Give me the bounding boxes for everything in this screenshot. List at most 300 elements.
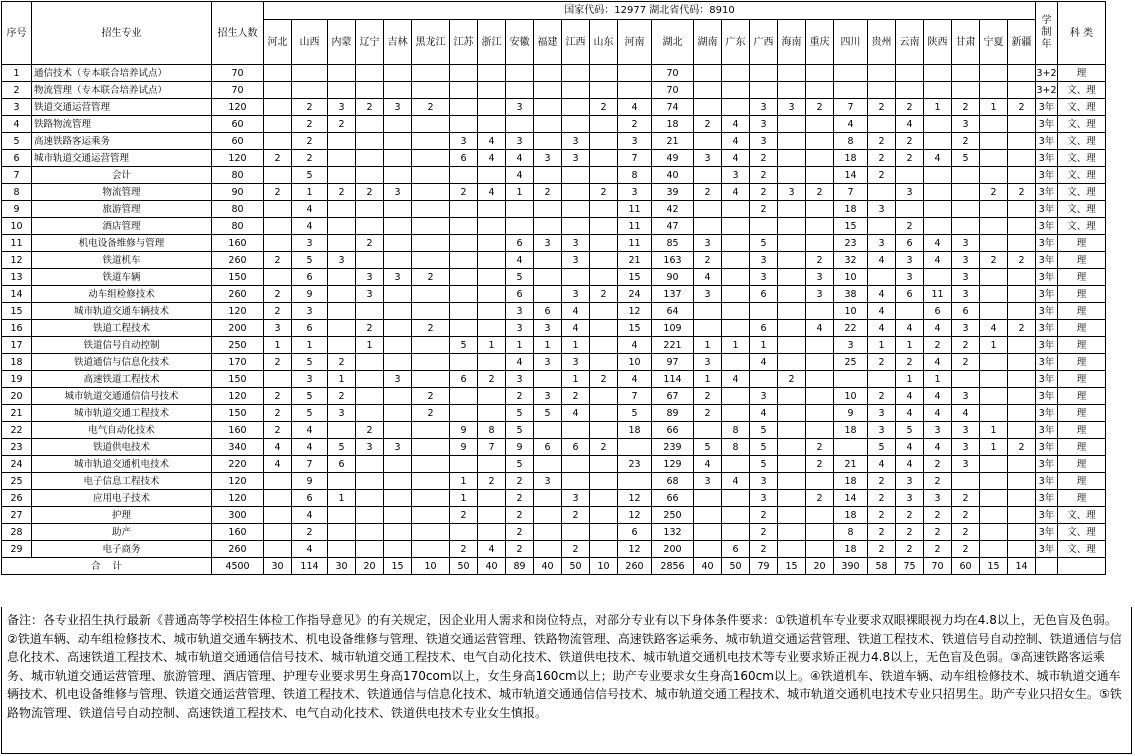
row-province-count — [980, 269, 1008, 286]
row-province-count — [534, 133, 562, 150]
row-province-count — [590, 507, 618, 524]
row-province-count: 2 — [506, 388, 534, 405]
row-major-name: 物流管理（专本联合培养试点） — [32, 82, 212, 99]
row-category: 理 — [1058, 252, 1106, 269]
row-province-count: 4 — [924, 354, 952, 371]
row-province-count: 3 — [896, 269, 924, 286]
row-province-count — [534, 167, 562, 184]
row-province-count: 7 — [834, 184, 868, 201]
row-province-count: 3 — [534, 388, 562, 405]
row-province-count: 4 — [896, 456, 924, 473]
row-province-count — [1008, 133, 1036, 150]
row-province-count: 5 — [292, 388, 328, 405]
row-province-count — [896, 167, 924, 184]
row-province-count — [562, 456, 590, 473]
row-province-count — [412, 235, 450, 252]
row-province-count: 32 — [834, 252, 868, 269]
row-province-count — [356, 201, 384, 218]
row-province-count — [506, 82, 534, 99]
row-province-count: 15 — [618, 269, 652, 286]
row-province-count — [896, 303, 924, 320]
row-province-count — [590, 524, 618, 541]
row-province-count — [450, 269, 478, 286]
totals-province-count: 40 — [534, 558, 562, 575]
row-province-count: 18 — [834, 422, 868, 439]
row-province-count: 2 — [924, 524, 952, 541]
row-province-count — [590, 405, 618, 422]
row-province-count: 4 — [924, 439, 952, 456]
header-province: 安徽 — [506, 20, 534, 65]
row-province-count — [562, 99, 590, 116]
row-province-count: 2 — [264, 354, 292, 371]
row-province-count — [896, 201, 924, 218]
row-province-count: 4 — [868, 303, 896, 320]
row-province-count: 2 — [264, 422, 292, 439]
row-province-count — [590, 133, 618, 150]
row-province-count: 2 — [292, 524, 328, 541]
row-province-count — [618, 439, 652, 456]
row-province-count: 4 — [868, 456, 896, 473]
row-province-count: 4 — [722, 133, 750, 150]
row-province-count: 1 — [506, 184, 534, 201]
row-length: 3年 — [1036, 320, 1058, 337]
row-province-count — [534, 286, 562, 303]
row-category: 理 — [1058, 405, 1106, 422]
row-province-count: 1 — [980, 439, 1008, 456]
row-province-count: 2 — [292, 150, 328, 167]
row-province-count: 3 — [328, 405, 356, 422]
row-province-count: 1 — [478, 337, 506, 354]
row-province-count: 2 — [506, 524, 534, 541]
row-length: 3年 — [1036, 252, 1058, 269]
row-province-count: 5 — [896, 422, 924, 439]
table-row — [2, 150, 1106, 167]
row-province-count: 4 — [924, 405, 952, 422]
row-province-count — [806, 235, 834, 252]
row-province-count: 2 — [952, 337, 980, 354]
row-seq: 11 — [2, 235, 32, 252]
row-province-count — [1008, 473, 1036, 490]
row-province-count: 9 — [834, 405, 868, 422]
header-province: 河南 — [618, 20, 652, 65]
row-province-count — [384, 303, 412, 320]
row-province-count: 3 — [952, 269, 980, 286]
row-province-count — [562, 201, 590, 218]
notes-remarks: 备注：各专业招生执行最新《普通高等学校招生体检工作指导意见》的有关规定，因企业用人需求和岗位特点，对部分专业有以下身体条件要求：①铁道机车专业要求双眼裸眼视力均在4.8以上，无色盲及色弱。②铁道车辆、动车组检修技术、城市轨道交通车辆技术、机电设备维修与管理、铁道交通运营管理、铁路物流管理、高速铁路客运乘务、城市轨道交通运营管理、铁道工程技术、铁道信号自动控制、铁道通信与信息化技术、高速铁道工程技术、城市轨道交通通信信号技术、城市轨道交通工程技术、电气自动化技术、铁道供电技术、城市轨道交通机电技术等专业要求矫正视力4.8以上，无色盲及色弱。③高速铁路客运乘务、城市轨道交通运营管理、旅游管理、酒店管理、护理专业要求男生身高170com以上，女生身高160cm以上；助产专业要求女生身高160cm以上。④铁道机车、铁道车辆、动车组检修技术、城市轨道交通车辆技术、机电设备维修与管理、铁道交通运营管理、铁道工程技术、铁道通信与信息化技术、城市轨道交通通信信号技术、城市轨道交通工程技术、城市轨道交通机电技术专业只招男生。助产专业只招女生。⑤铁路物流管理、铁道信号自动控制、高速铁道工程技术、电气自动化技术、铁道供电技术专业女生慎报。 — [1, 607, 1132, 754]
row-major-name: 通信技术（专本联合培养试点） — [32, 65, 212, 82]
row-province-count — [778, 456, 806, 473]
row-province-count — [450, 116, 478, 133]
header-province: 吉林 — [384, 20, 412, 65]
row-seq: 4 — [2, 116, 32, 133]
row-province-count — [722, 320, 750, 337]
row-province-count — [450, 405, 478, 422]
row-province-count — [264, 490, 292, 507]
row-major-name: 会计 — [32, 167, 212, 184]
row-province-count: 2 — [896, 524, 924, 541]
row-province-count — [952, 371, 980, 388]
row-province-count — [506, 201, 534, 218]
row-province-count — [722, 269, 750, 286]
row-province-count — [1008, 388, 1036, 405]
row-province-count — [722, 354, 750, 371]
row-province-count — [328, 422, 356, 439]
row-province-count: 3 — [384, 99, 412, 116]
row-province-count — [264, 201, 292, 218]
row-province-count: 2 — [328, 184, 356, 201]
row-province-count: 3 — [534, 150, 562, 167]
row-province-count: 129 — [652, 456, 694, 473]
row-province-count: 2 — [868, 507, 896, 524]
row-province-count — [778, 235, 806, 252]
row-province-count — [328, 320, 356, 337]
row-seq: 6 — [2, 150, 32, 167]
row-province-count: 5 — [750, 422, 778, 439]
row-province-count — [384, 167, 412, 184]
row-province-count — [384, 405, 412, 422]
row-province-count: 3 — [952, 422, 980, 439]
row-total: 150 — [212, 405, 264, 422]
row-province-count: 67 — [652, 388, 694, 405]
row-province-count: 3 — [952, 252, 980, 269]
row-province-count — [450, 354, 478, 371]
row-province-count — [694, 422, 722, 439]
row-province-count: 2 — [924, 337, 952, 354]
row-province-count: 18 — [618, 422, 652, 439]
row-seq: 1 — [2, 65, 32, 82]
row-province-count: 2 — [292, 99, 328, 116]
totals-province-count: 30 — [328, 558, 356, 575]
row-seq: 16 — [2, 320, 32, 337]
row-province-count — [778, 354, 806, 371]
row-province-count: 1 — [292, 337, 328, 354]
row-province-count: 4 — [722, 371, 750, 388]
row-province-count: 7 — [292, 456, 328, 473]
row-province-count — [412, 201, 450, 218]
row-province-count: 4 — [292, 507, 328, 524]
row-province-count — [450, 320, 478, 337]
row-province-count: 3 — [952, 320, 980, 337]
row-province-count: 4 — [868, 252, 896, 269]
row-province-count — [412, 422, 450, 439]
row-province-count — [478, 286, 506, 303]
row-province-count: 2 — [896, 507, 924, 524]
row-province-count — [478, 303, 506, 320]
row-province-count: 3 — [806, 286, 834, 303]
row-province-count — [264, 235, 292, 252]
row-province-count — [980, 286, 1008, 303]
row-province-count: 3 — [356, 286, 384, 303]
row-province-count — [868, 116, 896, 133]
row-province-count: 11 — [618, 235, 652, 252]
row-province-count — [722, 218, 750, 235]
row-province-count: 10 — [834, 303, 868, 320]
row-length: 3年 — [1036, 371, 1058, 388]
row-major-name: 城市轨道交通车辆技术 — [32, 303, 212, 320]
row-province-count: 3 — [562, 235, 590, 252]
row-total: 170 — [212, 354, 264, 371]
row-province-count — [778, 405, 806, 422]
row-province-count — [722, 235, 750, 252]
row-category: 理 — [1058, 473, 1106, 490]
row-province-count: 2 — [292, 133, 328, 150]
row-province-count — [694, 167, 722, 184]
row-province-count — [264, 167, 292, 184]
row-length: 3年 — [1036, 235, 1058, 252]
totals-province-count: 114 — [292, 558, 328, 575]
row-province-count — [778, 65, 806, 82]
row-province-count: 3 — [750, 116, 778, 133]
row-category: 理 — [1058, 371, 1106, 388]
row-major-name: 铁道通信与信息化技术 — [32, 354, 212, 371]
row-province-count — [924, 269, 952, 286]
row-province-count — [778, 286, 806, 303]
row-province-count — [952, 82, 980, 99]
row-length: 3年 — [1036, 303, 1058, 320]
row-province-count — [412, 490, 450, 507]
row-province-count — [722, 201, 750, 218]
row-province-count — [1008, 218, 1036, 235]
row-major-name: 电子信息工程技术 — [32, 473, 212, 490]
row-province-count: 6 — [506, 286, 534, 303]
row-major-name: 城市轨道交通通信信号技术 — [32, 388, 212, 405]
row-province-count — [478, 82, 506, 99]
table-row — [2, 99, 1106, 116]
row-province-count: 7 — [834, 99, 868, 116]
row-province-count: 40 — [652, 167, 694, 184]
row-province-count — [618, 82, 652, 99]
row-province-count: 2 — [868, 167, 896, 184]
row-province-count — [534, 269, 562, 286]
row-total: 260 — [212, 252, 264, 269]
row-province-count — [356, 82, 384, 99]
row-total: 70 — [212, 65, 264, 82]
row-province-count — [924, 133, 952, 150]
table-row — [2, 405, 1106, 422]
table-row — [2, 269, 1106, 286]
row-province-count: 2 — [590, 286, 618, 303]
table-row — [2, 354, 1106, 371]
row-province-count: 3 — [264, 320, 292, 337]
row-province-count — [562, 184, 590, 201]
row-province-count — [590, 456, 618, 473]
row-province-count — [980, 116, 1008, 133]
table-row — [2, 133, 1106, 150]
row-province-count: 9 — [292, 286, 328, 303]
row-province-count — [750, 65, 778, 82]
row-province-count: 2 — [896, 541, 924, 558]
row-province-count — [534, 490, 562, 507]
table-row — [2, 303, 1106, 320]
row-province-count — [450, 235, 478, 252]
row-seq: 7 — [2, 167, 32, 184]
row-province-count: 3 — [694, 286, 722, 303]
row-province-count: 14 — [834, 490, 868, 507]
row-province-count: 64 — [652, 303, 694, 320]
row-category: 理 — [1058, 456, 1106, 473]
row-province-count: 7 — [618, 150, 652, 167]
row-province-count — [1008, 286, 1036, 303]
row-province-count — [384, 65, 412, 82]
row-province-count: 4 — [292, 439, 328, 456]
row-province-count — [562, 167, 590, 184]
row-province-count — [1008, 150, 1036, 167]
row-province-count — [534, 422, 562, 439]
row-province-count: 6 — [450, 150, 478, 167]
table-row — [2, 541, 1106, 558]
row-province-count — [806, 303, 834, 320]
row-province-count — [534, 507, 562, 524]
row-province-count: 6 — [506, 235, 534, 252]
row-province-count: 3 — [618, 184, 652, 201]
row-province-count — [980, 371, 1008, 388]
row-category: 文、理 — [1058, 82, 1106, 99]
row-province-count — [412, 337, 450, 354]
row-province-count: 1 — [328, 371, 356, 388]
row-province-count — [384, 133, 412, 150]
row-province-count — [264, 473, 292, 490]
row-province-count — [590, 235, 618, 252]
enrollment-table — [1, 1, 1106, 575]
row-province-count: 3 — [924, 422, 952, 439]
row-province-count — [778, 388, 806, 405]
row-province-count — [750, 82, 778, 99]
row-province-count — [562, 218, 590, 235]
row-province-count — [264, 524, 292, 541]
row-province-count: 4 — [806, 320, 834, 337]
row-province-count: 2 — [778, 371, 806, 388]
row-seq: 22 — [2, 422, 32, 439]
row-province-count: 3 — [292, 371, 328, 388]
row-province-count: 2 — [356, 235, 384, 252]
row-province-count: 4 — [722, 473, 750, 490]
row-province-count — [806, 133, 834, 150]
row-province-count — [980, 541, 1008, 558]
row-major-name: 电气自动化技术 — [32, 422, 212, 439]
row-province-count: 8 — [722, 439, 750, 456]
row-province-count — [356, 473, 384, 490]
row-length: 3+2 — [1036, 65, 1058, 82]
row-province-count — [778, 269, 806, 286]
row-length: 3年 — [1036, 337, 1058, 354]
row-province-count — [328, 541, 356, 558]
row-province-count — [778, 82, 806, 99]
row-province-count — [896, 65, 924, 82]
header-province: 重庆 — [806, 20, 834, 65]
row-province-count — [328, 337, 356, 354]
row-province-count: 1 — [534, 337, 562, 354]
row-seq: 15 — [2, 303, 32, 320]
totals-province-count: 15 — [384, 558, 412, 575]
row-province-count: 2 — [694, 388, 722, 405]
row-province-count — [328, 286, 356, 303]
row-length: 3年 — [1036, 405, 1058, 422]
row-province-count: 4 — [618, 99, 652, 116]
row-province-count — [924, 218, 952, 235]
row-major-name: 机电设备维修与管理 — [32, 235, 212, 252]
row-province-count — [590, 541, 618, 558]
row-province-count — [478, 456, 506, 473]
row-province-count: 42 — [652, 201, 694, 218]
row-province-count: 2 — [952, 507, 980, 524]
row-province-count: 2 — [506, 490, 534, 507]
row-province-count: 4 — [478, 150, 506, 167]
totals-empty-cell — [1058, 558, 1106, 575]
row-province-count: 2 — [1008, 184, 1036, 201]
totals-province-count: 15 — [980, 558, 1008, 575]
row-province-count: 6 — [292, 490, 328, 507]
row-province-count: 2 — [924, 507, 952, 524]
row-seq: 9 — [2, 201, 32, 218]
row-major-name: 旅游管理 — [32, 201, 212, 218]
row-province-count — [412, 541, 450, 558]
row-province-count: 4 — [868, 286, 896, 303]
row-province-count — [1008, 201, 1036, 218]
row-province-count: 2 — [868, 133, 896, 150]
row-province-count — [478, 218, 506, 235]
row-major-name: 铁道交通运营管理 — [32, 99, 212, 116]
row-province-count — [1008, 371, 1036, 388]
row-province-count — [590, 337, 618, 354]
table-row — [2, 524, 1106, 541]
row-province-count — [722, 65, 750, 82]
row-category: 理 — [1058, 303, 1106, 320]
row-province-count — [590, 354, 618, 371]
row-province-count: 4 — [694, 456, 722, 473]
row-province-count: 2 — [924, 473, 952, 490]
totals-province-count: 40 — [694, 558, 722, 575]
row-province-count — [1008, 541, 1036, 558]
table-row — [2, 371, 1106, 388]
row-province-count: 2 — [1008, 252, 1036, 269]
row-province-count — [722, 524, 750, 541]
row-province-count — [264, 99, 292, 116]
row-province-count: 4 — [896, 439, 924, 456]
row-province-count — [534, 456, 562, 473]
row-province-count — [412, 473, 450, 490]
row-province-count — [478, 167, 506, 184]
row-province-count: 2 — [750, 524, 778, 541]
row-province-count — [412, 133, 450, 150]
row-province-count: 12 — [618, 541, 652, 558]
row-province-count: 2 — [356, 99, 384, 116]
header-seq: 序号 — [2, 2, 32, 65]
row-length: 3年 — [1036, 184, 1058, 201]
row-province-count: 5 — [534, 405, 562, 422]
row-province-count — [722, 252, 750, 269]
row-province-count: 2 — [1008, 99, 1036, 116]
row-province-count — [806, 405, 834, 422]
row-province-count — [1008, 65, 1036, 82]
row-province-count: 4 — [722, 116, 750, 133]
row-province-count: 2 — [896, 218, 924, 235]
row-province-count — [412, 286, 450, 303]
row-province-count: 2 — [590, 439, 618, 456]
row-province-count — [384, 473, 412, 490]
row-province-count — [590, 150, 618, 167]
row-province-count — [806, 354, 834, 371]
row-category: 理 — [1058, 490, 1106, 507]
row-province-count: 9 — [450, 439, 478, 456]
row-length: 3年 — [1036, 524, 1058, 541]
table-row — [2, 388, 1106, 405]
row-province-count — [722, 303, 750, 320]
header-province: 云南 — [896, 20, 924, 65]
row-province-count — [590, 269, 618, 286]
totals-province-count: 20 — [356, 558, 384, 575]
row-province-count — [722, 405, 750, 422]
row-province-count — [384, 320, 412, 337]
